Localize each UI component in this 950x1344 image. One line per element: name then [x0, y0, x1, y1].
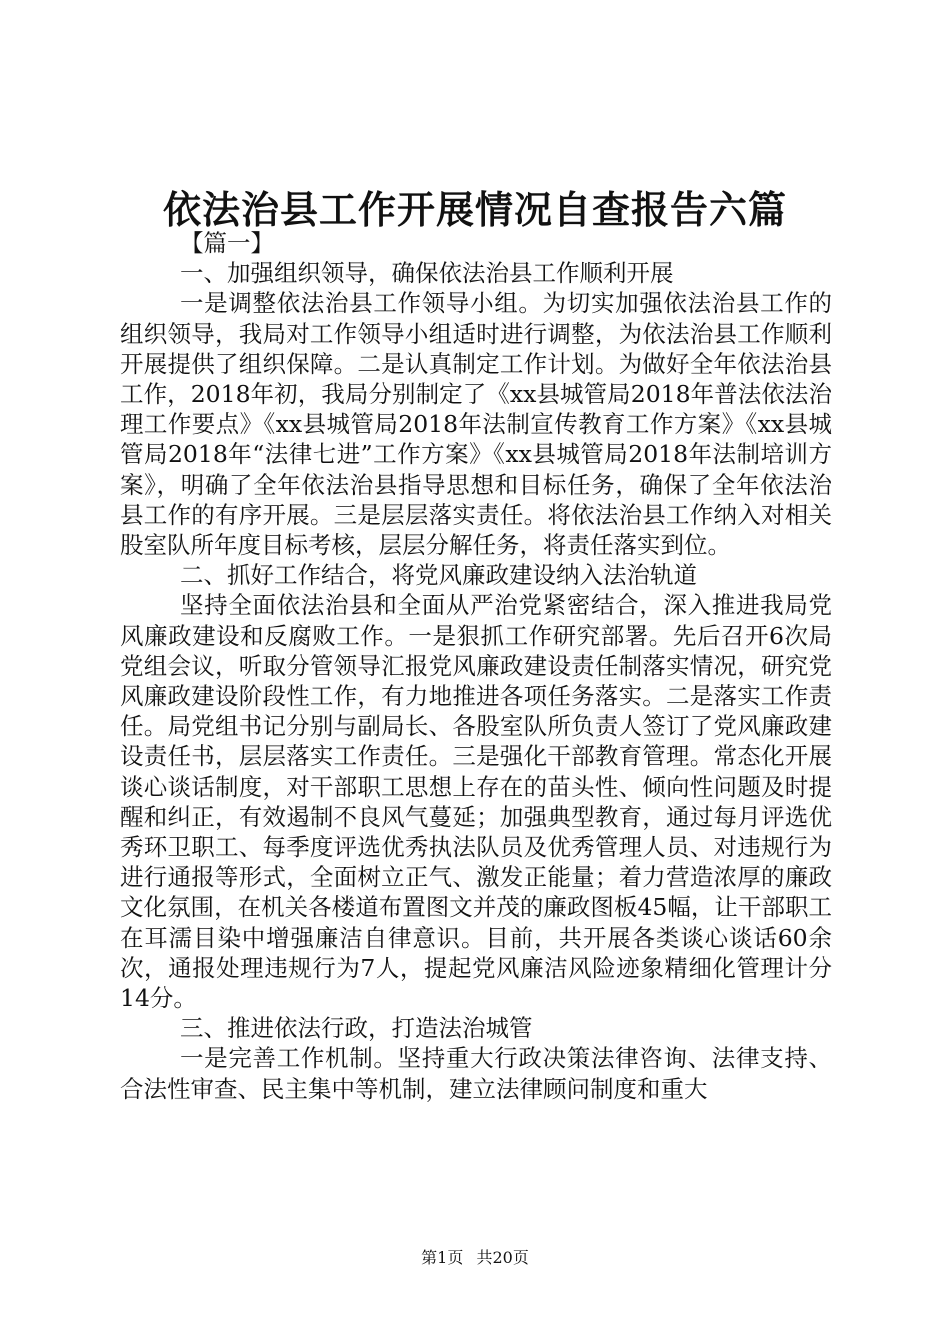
- page-number: 第1页: [421, 1248, 464, 1267]
- section-mark: 【篇一】: [180, 229, 274, 257]
- document-title: 依法治县工作开展情况自查报告六篇: [162, 187, 787, 232]
- paragraph-1: 一是调整依法治县工作领导小组。为切实加强依法治县工作的组织领导，我局对工作领导小组适时进行调整，为依法治县工作顺利开展提供了组织保障。二是认真制定工作计划。为做好全年依法治县工作，2018年初，我局分别制定了《xx县城管局2018年普法依法治理工作要点》《xx县城管局2018年法制宣传教育工作方案》《xx县城管局2018年“法律七进”工作方案》《xx县城管局2018年法制培训方案》，明确了全年依法治县指导思想和目标任务，确保了全年依法治县工作的有序开展。三是层层落实责任。将依法治县工作纳入对相关股室队所年度目标考核，层层分解任务，将责任落实到位。: [120, 289, 832, 560]
- paragraph-heading-1: 一、加强组织领导，确保依法治县工作顺利开展: [180, 259, 674, 288]
- paragraph-2: 坚持全面依法治县和全面从严治党紧密结合，深入推进我局党风廉政建设和反腐败工作。一是狠抓工作研究部署。先后召开6次局党组会议，听取分管领导汇报党风廉政建设责任制落实情况，研究党风廉政建设阶段性工作，有力地推进各项任务落实。二是落实工作责任。局党组书记分别与副局长、各股室队所负责人签订了党风廉政建设责任书，层层落实工作责任。三是强化干部教育管理。常态化开展谈心谈话制度，对干部职工思想上存在的苗头性、倾向性问题及时提醒和纠正，有效遏制不良风气蔓延；加强典型教育，通过每月评选优秀环卫职工、每季度评选优秀执法队员及优秀管理人员、对违规行为进行通报等形式，全面树立正气、激发正能量；着力营造浓厚的廉政文化氛围，在机关各楼道布置图文并茂的廉政图板45幅，让干部职工在耳濡目染中增强廉洁自律意识。目前，共开展各类谈心谈话60余次，通报处理违规行为7人，提起党风廉洁风险迹象精细化管理计分14分。: [120, 591, 832, 1013]
- paragraph-heading-3: 三、推进依法行政，打造法治城管: [180, 1014, 533, 1043]
- document-body: [120, 228, 832, 1104]
- paragraph-heading-2: 二、抓好工作结合，将党风廉政建设纳入法治轨道: [180, 561, 697, 590]
- page-total: 共20页: [476, 1248, 529, 1267]
- paragraph-3: 一是完善工作机制。坚持重大行政决策法律咨询、法律支持、合法性审查、民主集中等机制，建立法律顾问制度和重大: [120, 1044, 832, 1103]
- page-footer: [0, 1245, 950, 1268]
